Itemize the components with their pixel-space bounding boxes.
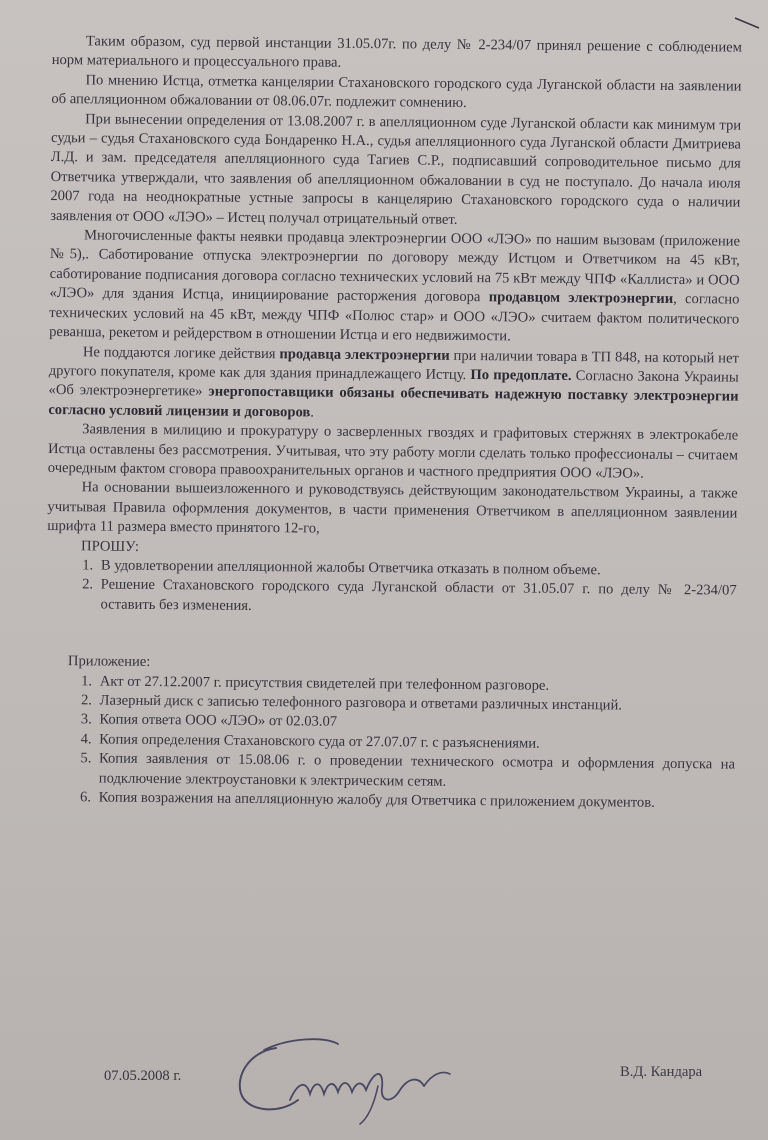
list-item: 6. Копия возражения на апелляционную жалобу для Ответчика с приложением документов. <box>95 788 735 814</box>
paragraph-conclusion: Таким образом, суд первой инстанции 31.05.07г. по делу № 2-234/07 принял решение с соблюдением норм материального и процессуального права. <box>51 33 742 72</box>
document-date: 07.05.2008 г. <box>104 1068 182 1084</box>
paragraph-sabotage-facts: Многочисленные факты неявки продавца электроэнергии ООО «ЛЭО» по нашим вызовам (приложение №5),. Саботирование отпуска электроэнергии по договору между Истцом и Ответчиком на 45 кВт, саботирование подписания договора согласно технических условий на 75 кВт между ЧПФ «Каллиста» и ООО «ЛЭО» для здания Истца, инициирование расторжения договора продавцом электроэнергии, согласно технических условий на 45 кВт, между ЧПФ «Полюс стар» и ООО «ЛЭО» считаем фактом политического реванша, рекетом и рейдерством в отношении Истца и его недвижимости. <box>49 227 741 345</box>
paragraph-seller-actions: Не поддаются логике действия продавца электроэнергии при наличии товара в ТП 848, на который нет другого покупателя, кроме как для здания принадлежащего Истцу. По предоплате. Согласно Закона Украины «Об электроэнергетике» энергопоставщики обязаны обеспечивать надежную поставку электроэнергии согласно условий лицензии и договоров. <box>48 343 739 421</box>
paragraph-appeal-ruling: При вынесении определения от 13.08.2007 г. в апелляционном суде Луганской области как минимум три судьи – судья Стахановского суда Бондаренко Н.А., судья апелляционного суда Луганской области Дмитриева Л.Д. и зам. председателя апелляционного суда Тагиев С.Р., подписавший сопроводительное письмо для Ответчика утверждали, что заявления об апелляционном обжаловании в суд не поступало. До начала июля 2007 года на неоднократные устные запросы в канцелярию Стахановского городского суда о наличии заявления от ООО «ЛЭО» – Истец получал отрицательный ответ. <box>50 110 742 228</box>
list-item: 2. Решение Стахановского городского суда Луганской области от 31.05.07 г. по делу № 2-234/07 оставить без изменения. <box>96 576 736 621</box>
handwritten-signature <box>228 1030 468 1125</box>
signer-name: В.Д. Кандара <box>620 1064 703 1080</box>
pen-mark-icon <box>733 14 763 36</box>
list-item: 1. Акт от 27.12.2007 г. присутствия свидетелей при телефонном разговоре. <box>96 672 736 698</box>
paragraph-court-mark: По мнению Истца, отметка канцелярии Стахановского городского суда Луганской области на заявлении об апелляционном обжаловании от 08.06.07г. подлежит сомнению. <box>51 72 742 112</box>
list-item: 5. Копия заявления от 15.08.06 г. о проведении технического осмотра и оформления допуска на подключение электроустановки к электрическим сетям. <box>95 750 735 795</box>
paragraph-police-complaints: Заявления в милицию и прокуратуру о засверленных гвоздях и графитовых стержнях в электрокабеле Истца оставлены без рассмотрения. Учитывая, что эту работу могли сделать только профессионалы – считаем очередным фактом сговора правоохранительных органов и частного предприятия ООО «ЛЭО». <box>47 421 739 482</box>
document-body <box>45 32 742 814</box>
paragraph-grounds: На основании вышеизложенного и руководствуясь действующим законодательством Украины, а также учитывая Правила оформления документов, в части применения Ответчиком в апелляционном заявлении шрифта 11 размера вместо принятого 12-го, <box>47 479 738 537</box>
list-item: 3. Копия ответа ООО «ЛЭО» от 02.03.07 <box>95 711 735 737</box>
list-item: 2. Лазерный диск с записью телефонного разговора и ответами различных инстанций. <box>95 691 735 717</box>
list-item: 4. Копия определения Стахановского суда от 27.07.07 г. с разъяснениями. <box>95 730 735 756</box>
appendix-list <box>45 672 736 814</box>
request-heading: ПРОШУ: <box>80 537 140 555</box>
appendix-heading: Приложение: <box>67 653 151 671</box>
request-list <box>46 556 737 621</box>
list-item: 1. В удовлетворении апелляционной жалобы Ответчика отказать в полном объеме. <box>97 556 737 582</box>
